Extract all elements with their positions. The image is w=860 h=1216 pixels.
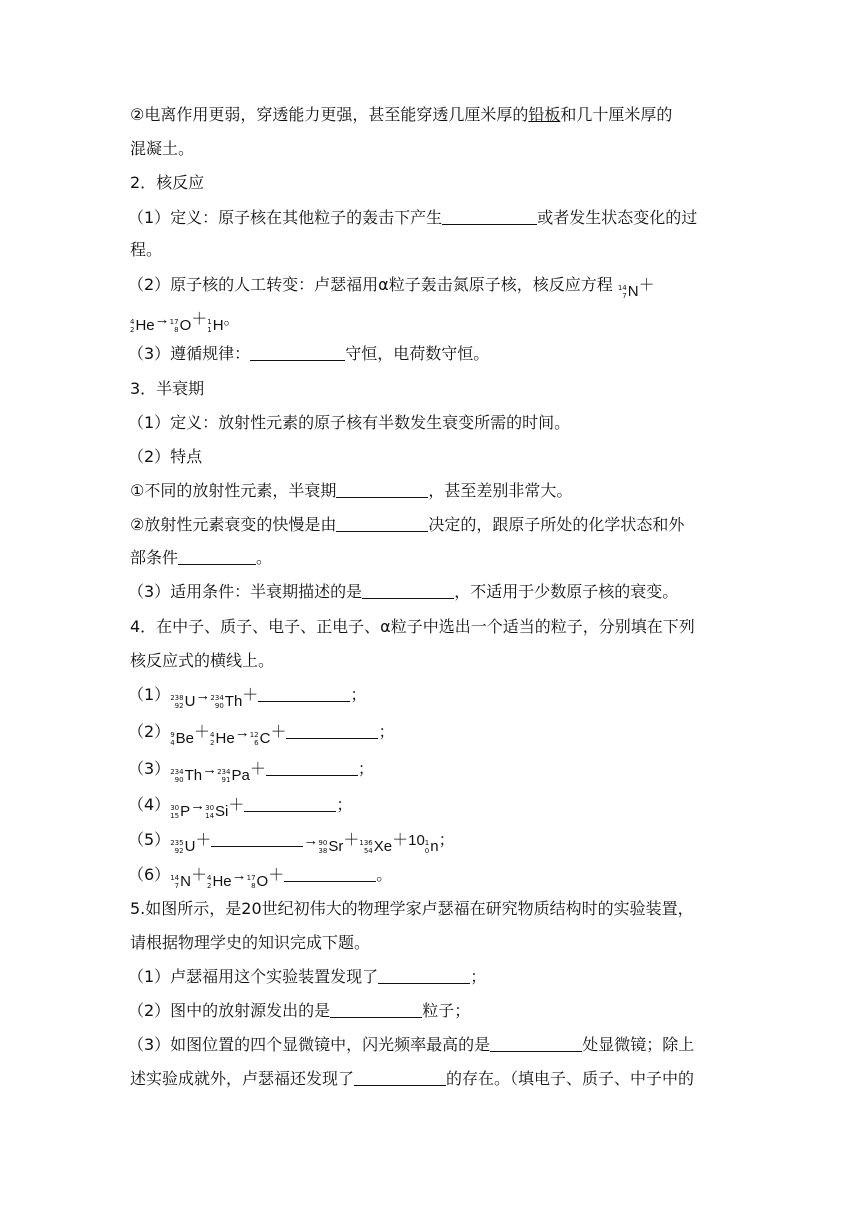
text-line [128,274,655,303]
fill-blank[interactable] [330,1002,422,1018]
fill-blank[interactable] [442,209,537,225]
text-line [128,343,489,365]
reaction-5: （5） 235 92 U ＋ → 90 38 Sr ＋ 136 54 Xe ＋10 1 0 n ； [128,829,455,858]
reaction-3: （3） 234 90 Th → 234 91 Pa ＋ ； [128,758,374,787]
text-line: （2）特点 [128,447,203,466]
text: （2）图中的放射源发出的是 [128,1001,331,1020]
plus-sign: ＋ [638,275,655,294]
period: 。 [223,309,240,328]
text: ，甚至差别非常大。 [428,481,573,500]
text: 部条件 [130,548,179,567]
text: （2）原子核的人工转变：卢瑟福用α粒子轰击氮原子核，核反应方程 [128,275,613,294]
nuclide: 14 7 N [617,283,639,300]
arrow: → [303,832,319,849]
text: 述实验成就外，卢瑟福还发现了 [130,1069,355,1088]
question-4: 4．在中子、质子、电子、正电子、α粒子中选出一个适当的粒子，分别填在下列 [130,617,695,636]
arrow: → [195,687,211,704]
text-line: 程。 [130,240,163,259]
text: （3）如图位置的四个显微镜中，闪光频率最高的是 [128,1035,491,1054]
text-line: （1）卢瑟福用这个实验装置发现了 ； [128,967,487,986]
arrow: → [202,761,218,778]
text: （3）适用条件：半衰期描述的是 [128,582,363,601]
reaction-2: （2） 9 4 Be ＋ 4 2 He → 12 6 C ＋ ； [128,721,394,750]
fill-blank[interactable] [336,482,428,498]
text-line: 混凝土。 [130,139,195,158]
fill-blank[interactable] [250,345,345,361]
nuclide: 12 6 C [249,730,271,747]
text-line: （1）定义：放射性元素的原子核有半数发生衰变所需的时间。 [128,413,571,432]
text-line [128,581,678,603]
nuclide: 14 7 N [170,873,191,890]
fill-blank[interactable] [266,760,358,776]
nuclide: 136 54 Xe [359,838,393,855]
nuclide: 234 90 Th [210,693,243,710]
nuclide: 235 92 U [170,838,196,855]
text-line [130,514,684,536]
reaction-4: （4） 30 15 P → 30 14 Si ＋ ； [128,794,352,823]
nuclide: 30 14 Si [205,803,229,820]
text-line [128,1000,470,1022]
fill-blank[interactable] [490,1036,582,1052]
plus-sign: ＋ [191,309,208,328]
nuclide: 4 2 He [210,730,235,747]
reaction-1: （1） 238 92 U → 234 90 Th ＋ ； [128,684,366,713]
fill-blank[interactable] [378,968,470,984]
fill-blank[interactable] [362,583,454,599]
text: 处显微镜；除上 [582,1035,695,1054]
nuclide: 1 1 H [207,317,224,334]
arrow: → [190,797,206,814]
fill-blank[interactable] [284,866,376,882]
text-line [128,207,697,229]
text: 或者发生状态变化的过 [537,208,698,227]
text: 决定的，跟原子所处的化学状态和外 [428,515,685,534]
arrow: → [234,724,250,741]
question-5: 5.如图所示，是20世纪初伟大的物理学家卢瑟福在研究物质结构时的实验装置， [130,899,694,918]
nuclide: 4 2 He [206,873,232,890]
text-line [130,547,272,569]
fill-blank[interactable] [258,686,350,702]
nuclide: 17 8 O [246,873,269,890]
text: 粒子； [422,1001,471,1020]
equation-line [130,308,240,337]
text: 和几十厘米厚的 [560,105,673,124]
nuclide: 17 8 O [169,317,192,334]
fill-blank[interactable] [354,1070,446,1086]
arrow: → [154,311,170,328]
nuclide: 90 38 Sr [318,838,344,855]
section-heading: 2．核反应 [130,173,205,192]
text-line [128,1034,694,1056]
nuclide: 30 15 P [170,803,191,820]
text-line [130,104,672,126]
fill-blank[interactable] [178,549,256,565]
nuclide: 4 2 He [130,317,155,334]
arrow: → [231,867,247,884]
text: （1）卢瑟福用这个实验装置发现了 [128,967,379,986]
text: 守恒，电荷数守恒。 [345,344,490,363]
nuclide: 238 92 U [170,693,196,710]
section-heading: 3．半衰期 [130,379,205,398]
text: ①不同的放射性元素，半衰期 [130,481,337,500]
fill-blank[interactable] [244,796,336,812]
text: （3）遵循规律： [128,344,251,363]
text: 的存在。（填电子、质子、中子中的 [446,1069,695,1088]
underlined-term: 铅板 [528,105,561,124]
nuclide: 9 4 Be [170,730,195,747]
fill-blank[interactable] [211,831,303,847]
text: ②电离作用更弱，穿透能力更强，甚至能穿透几厘米厚的 [130,105,529,124]
fill-blank[interactable] [286,723,378,739]
text-line: 核反应式的横线上。 [130,651,275,670]
text-line [130,1068,694,1090]
text-line [130,480,572,502]
text: 。 [256,548,273,567]
nuclide: 234 91 Pa [217,767,250,784]
nuclide: 234 90 Th [170,767,203,784]
text: ，不适用于少数原子核的衰变。 [454,582,679,601]
reaction-6: （6） 14 7 N ＋ 4 2 He → 17 8 O ＋ 。 [128,864,392,893]
text-line: 请根据物理学史的知识完成下题。 [130,933,371,952]
text: （1）定义：原子核在其他粒子的轰击下产生 [128,208,443,227]
fill-blank[interactable] [336,516,428,532]
text: ②放射性元素衰变的快慢是由 [130,515,337,534]
nuclide: 1 0 n [424,838,439,855]
